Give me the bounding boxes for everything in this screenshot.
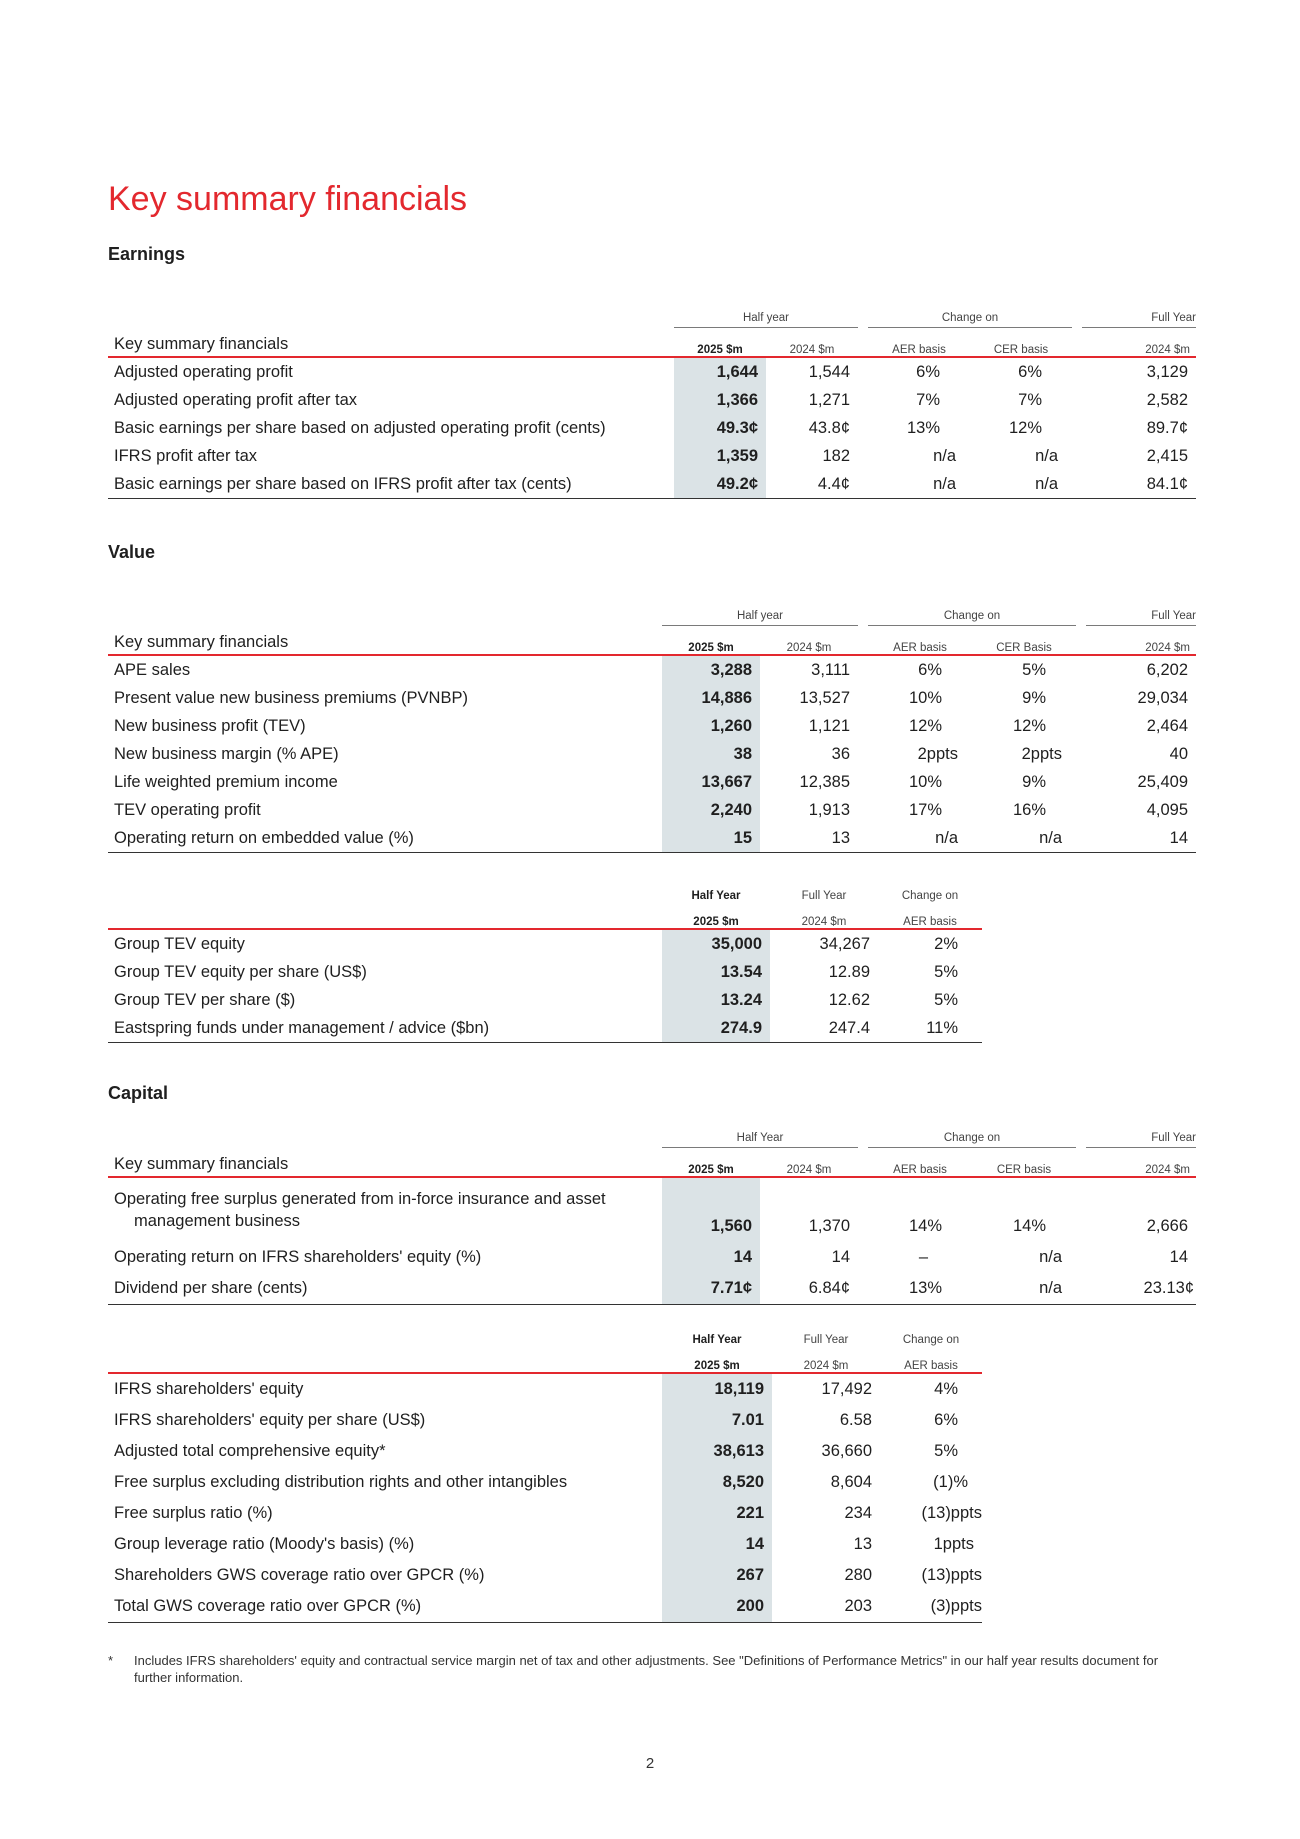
cell-value: 1,560 — [662, 1177, 760, 1242]
cell-value: 280 — [844, 1566, 872, 1584]
group-full-year: Full Year — [803, 1334, 849, 1346]
cell-value: 6% — [916, 362, 940, 381]
column-header: 2024 $m — [760, 1148, 858, 1177]
cell-value: n/a — [970, 470, 1072, 499]
column-header: AER basis — [868, 626, 972, 655]
column-header: 2024 $m — [760, 626, 858, 655]
cell-value: 13.54 — [662, 958, 770, 986]
cell-value: 2% — [934, 934, 958, 953]
cell-value: 89.7¢ — [1146, 418, 1188, 437]
cell-value: 7% — [1018, 390, 1042, 409]
row-label: Total GWS coverage ratio over GPCR (%) — [108, 1591, 662, 1623]
column-header: 2025 $m — [662, 902, 770, 929]
cell-value: (3)ppts — [880, 1591, 982, 1623]
table-row — [108, 796, 1196, 824]
cell-value: 200 — [662, 1591, 772, 1623]
cell-value: n/a — [972, 1273, 1076, 1305]
earnings-table — [108, 308, 1196, 499]
group-full-year: Full Year — [801, 890, 847, 902]
group-change-on: Change on — [868, 312, 1072, 328]
cell-value: 14,886 — [662, 684, 760, 712]
column-header: 2025 $m — [674, 328, 766, 357]
group-change-on: Change on — [868, 1132, 1076, 1148]
column-header: AER basis — [868, 328, 970, 357]
cell-value: 35,000 — [662, 929, 770, 958]
section-heading-value: Value — [108, 542, 156, 562]
cell-value: 2,666 — [1146, 1217, 1188, 1235]
cell-value: 6% — [918, 660, 942, 679]
cell-value: 1,644 — [674, 357, 766, 386]
group-full-year: Full Year — [1082, 312, 1196, 328]
cell-value: 3,111 — [811, 660, 850, 679]
cell-value: 7.71¢ — [662, 1273, 760, 1305]
table-row — [108, 768, 1196, 796]
table-row — [108, 1177, 1196, 1242]
cell-value: 5% — [1022, 660, 1046, 679]
cell-value: 12% — [1008, 418, 1042, 437]
cell-value: 15 — [662, 824, 760, 853]
table-row — [108, 1591, 982, 1623]
cell-value: n/a — [1035, 446, 1058, 465]
cell-value: 1,121 — [808, 716, 850, 735]
cell-value: 6% — [934, 1411, 958, 1429]
column-header: 2024 $m — [772, 1346, 880, 1373]
cell-value: 1,271 — [808, 390, 850, 409]
row-label: New business profit (TEV) — [114, 716, 306, 735]
table-row — [108, 1242, 1196, 1273]
cell-value: 36,660 — [821, 1442, 872, 1460]
cell-value: 12% — [1012, 716, 1046, 735]
cell-value: 1,366 — [674, 386, 766, 414]
table-row — [108, 1273, 1196, 1305]
group-change-on: Change on — [902, 1334, 960, 1346]
row-label: Adjusted operating profit — [114, 362, 293, 381]
cell-value: 8,520 — [662, 1467, 772, 1498]
table-row — [108, 1373, 982, 1405]
table-row — [108, 824, 1196, 853]
row-header: Key summary financials — [108, 328, 674, 357]
cell-value: 14 — [662, 1529, 772, 1560]
table-row — [108, 414, 1196, 442]
cell-value: 38,613 — [662, 1436, 772, 1467]
table-row — [108, 1498, 982, 1529]
row-label: Basic earnings per share based on IFRS profit after tax (cents) — [108, 470, 674, 499]
cell-value: 49.3¢ — [674, 414, 766, 442]
row-label: Dividend per share (cents) — [108, 1273, 662, 1305]
cell-value: 182 — [822, 446, 850, 465]
cell-value: 2ppts — [1021, 744, 1062, 763]
page-title: Key summary financials — [108, 180, 468, 218]
page-number: 2 — [645, 1755, 655, 1772]
cell-value: 4,095 — [1146, 800, 1188, 819]
cell-value: 17% — [908, 800, 942, 819]
cell-value: (13)ppts — [921, 1566, 982, 1584]
row-label: Group leverage ratio (Moody's basis) (%) — [114, 1535, 415, 1553]
cell-value: – — [918, 1248, 928, 1266]
row-label: New business margin (% APE) — [114, 744, 339, 763]
cell-value: 13% — [906, 418, 940, 437]
cell-value: 16% — [1012, 800, 1046, 819]
cell-value: 34,267 — [819, 934, 870, 953]
column-header: CER Basis — [972, 626, 1076, 655]
row-label: Shareholders GWS coverage ratio over GPCR (%) — [114, 1566, 485, 1584]
cell-value: 9% — [1022, 772, 1046, 791]
cell-value: 203 — [772, 1591, 880, 1623]
table-row — [108, 655, 1196, 684]
table-row — [108, 740, 1196, 768]
row-label: Life weighted premium income — [114, 772, 338, 791]
group-change-on: Change on — [901, 890, 959, 902]
cell-value: 9% — [1022, 688, 1046, 707]
cell-value: 11% — [878, 1014, 982, 1043]
cell-value: 1ppts — [933, 1535, 974, 1553]
cell-value: 13.24 — [662, 986, 770, 1014]
row-label: Present value new business premiums (PVNBP) — [114, 688, 468, 707]
cell-value: 12,385 — [799, 772, 850, 791]
table-row — [108, 470, 1196, 499]
table-row — [108, 1014, 982, 1043]
column-header: 2024 $m — [1086, 1148, 1196, 1177]
cell-value: 1,370 — [808, 1217, 850, 1235]
cell-value: 1,913 — [808, 800, 850, 819]
cell-value: 84.1¢ — [1082, 470, 1196, 499]
row-label: Adjusted operating profit after tax — [114, 390, 358, 409]
table-row — [108, 712, 1196, 740]
cell-value: 14% — [1012, 1217, 1046, 1235]
cell-value: 13 — [760, 824, 858, 853]
table-row — [108, 357, 1196, 386]
cell-value: 2,415 — [1146, 446, 1188, 465]
cell-value: 234 — [844, 1504, 872, 1522]
row-label: Basic earnings per share based on adjusted operating profit (cents) — [114, 418, 606, 437]
cell-value: n/a — [972, 824, 1076, 853]
cell-value: 2,582 — [1146, 390, 1188, 409]
cell-value: 12% — [908, 716, 942, 735]
cell-value: n/a — [1039, 1248, 1062, 1266]
group-half-year: Half year — [674, 312, 858, 328]
cell-value: 36 — [831, 744, 850, 763]
footnote-text: Includes IFRS shareholders' equity and contractual service margin net of tax and other adjustments. See "Definitions of Performance Metrics" in our half year results document for further information. — [134, 1653, 1159, 1685]
cell-value: 13% — [868, 1273, 972, 1305]
row-label: APE sales — [114, 660, 191, 679]
cell-value: 14 — [1169, 1248, 1188, 1266]
table-row — [108, 986, 982, 1014]
cell-value: 4% — [934, 1380, 958, 1398]
table-row — [108, 1529, 982, 1560]
cell-value: 274.9 — [662, 1014, 770, 1043]
table-row — [108, 442, 1196, 470]
cell-value: 23.13¢ — [1086, 1273, 1196, 1305]
row-label: Adjusted total comprehensive equity* — [114, 1442, 386, 1460]
row-header: Key summary financials — [108, 626, 662, 655]
column-header: AER basis — [880, 1346, 982, 1373]
cell-value: 40 — [1169, 744, 1188, 763]
cell-value: 10% — [908, 688, 942, 707]
cell-value: n/a — [933, 446, 956, 465]
cell-value: 12.89 — [828, 962, 870, 981]
cell-value: (1)% — [933, 1473, 968, 1491]
column-header: 2024 $m — [766, 328, 858, 357]
row-label: TEV operating profit — [114, 800, 261, 819]
table-row — [108, 1436, 982, 1467]
cell-value: 4.4¢ — [766, 470, 858, 499]
cell-value: 13,667 — [662, 768, 760, 796]
column-header: CER basis — [972, 1148, 1076, 1177]
row-label: Operating return on embedded value (%) — [108, 824, 662, 853]
footnote-mark: * — [108, 1653, 114, 1668]
column-header: CER basis — [970, 328, 1072, 357]
value-secondary-table — [108, 878, 982, 1043]
column-header: 2024 $m — [1082, 328, 1196, 357]
row-label: IFRS shareholders' equity per share (US$) — [114, 1411, 426, 1429]
cell-value: 7.01 — [662, 1405, 772, 1436]
cell-value: 12.62 — [828, 990, 870, 1009]
row-label: Operating return on IFRS shareholders' equity (%) — [114, 1248, 482, 1266]
footnote — [108, 1652, 1188, 1686]
section-heading-capital: Capital — [108, 1083, 169, 1103]
column-header: 2024 $m — [1086, 626, 1196, 655]
table-row — [108, 386, 1196, 414]
group-full-year: Full Year — [1086, 610, 1196, 626]
group-change-on: Change on — [868, 610, 1076, 626]
row-header: Key summary financials — [108, 1148, 662, 1177]
cell-value: 25,409 — [1137, 772, 1188, 791]
column-header: AER basis — [868, 1148, 972, 1177]
row-label: IFRS shareholders' equity — [114, 1380, 304, 1398]
table-row — [108, 684, 1196, 712]
cell-value: 14 — [831, 1248, 850, 1266]
cell-value: 13,527 — [799, 688, 850, 707]
cell-value: 17,492 — [821, 1380, 872, 1398]
cell-value: 247.4 — [770, 1014, 878, 1043]
cell-value: 18,119 — [662, 1373, 772, 1405]
row-label: IFRS profit after tax — [114, 446, 258, 465]
cell-value: 1,260 — [662, 712, 760, 740]
capital-table — [108, 1128, 1196, 1305]
cell-value: 13 — [853, 1535, 872, 1553]
capital-secondary-table — [108, 1322, 982, 1623]
cell-value: 14 — [662, 1242, 760, 1273]
cell-value: 267 — [662, 1560, 772, 1591]
row-label: Free surplus excluding distribution rights and other intangibles — [114, 1473, 568, 1491]
cell-value: 3,288 — [662, 655, 760, 684]
table-row — [108, 958, 982, 986]
row-label: Operating free surplus generated from in-force insurance and asset management business — [114, 1190, 606, 1230]
cell-value: 6,202 — [1146, 660, 1188, 679]
column-header: 2025 $m — [662, 1346, 772, 1373]
row-label: Group TEV equity — [114, 934, 245, 953]
cell-value: 6.58 — [839, 1411, 872, 1429]
cell-value: n/a — [868, 470, 970, 499]
cell-value: 38 — [662, 740, 760, 768]
row-label: Group TEV equity per share (US$) — [114, 962, 367, 981]
cell-value: 7% — [916, 390, 940, 409]
cell-value: (13)ppts — [921, 1504, 982, 1522]
cell-value: 5% — [934, 990, 958, 1009]
column-header: 2025 $m — [662, 1148, 760, 1177]
section-heading-earnings: Earnings — [108, 244, 186, 264]
cell-value: 14% — [908, 1217, 942, 1235]
group-half-year: Half Year — [662, 1132, 858, 1148]
value-table — [108, 606, 1196, 853]
table-row — [108, 1560, 982, 1591]
group-half-year: Half Year — [691, 890, 741, 902]
cell-value: 5% — [934, 1442, 958, 1460]
cell-value: 3,129 — [1146, 362, 1188, 381]
group-half-year: Half Year — [692, 1334, 742, 1346]
cell-value: 49.2¢ — [674, 470, 766, 499]
table-row — [108, 1467, 982, 1498]
cell-value: 14 — [1086, 824, 1196, 853]
row-label: Free surplus ratio (%) — [114, 1504, 273, 1522]
cell-value: 221 — [662, 1498, 772, 1529]
table-row — [108, 1405, 982, 1436]
row-label: Group TEV per share ($) — [114, 990, 296, 1009]
cell-value: 2,240 — [662, 796, 760, 824]
column-header: 2025 $m — [662, 626, 760, 655]
column-header: AER basis — [878, 902, 982, 929]
column-header: 2024 $m — [770, 902, 878, 929]
cell-value: 1,359 — [674, 442, 766, 470]
cell-value: 2,464 — [1146, 716, 1188, 735]
cell-value: 5% — [934, 962, 958, 981]
cell-value: 8,604 — [830, 1473, 872, 1491]
cell-value: 6.84¢ — [760, 1273, 858, 1305]
cell-value: n/a — [868, 824, 972, 853]
row-label: Eastspring funds under management / advice ($bn) — [108, 1014, 662, 1043]
cell-value: 2ppts — [917, 744, 958, 763]
group-full-year: Full Year — [1086, 1132, 1196, 1148]
group-half-year: Half year — [662, 610, 858, 626]
cell-value: 29,034 — [1137, 688, 1188, 707]
table-row — [108, 929, 982, 958]
cell-value: 6% — [1018, 362, 1042, 381]
cell-value: 1,544 — [808, 362, 850, 381]
cell-value: 10% — [908, 772, 942, 791]
cell-value: 43.8¢ — [808, 418, 850, 437]
